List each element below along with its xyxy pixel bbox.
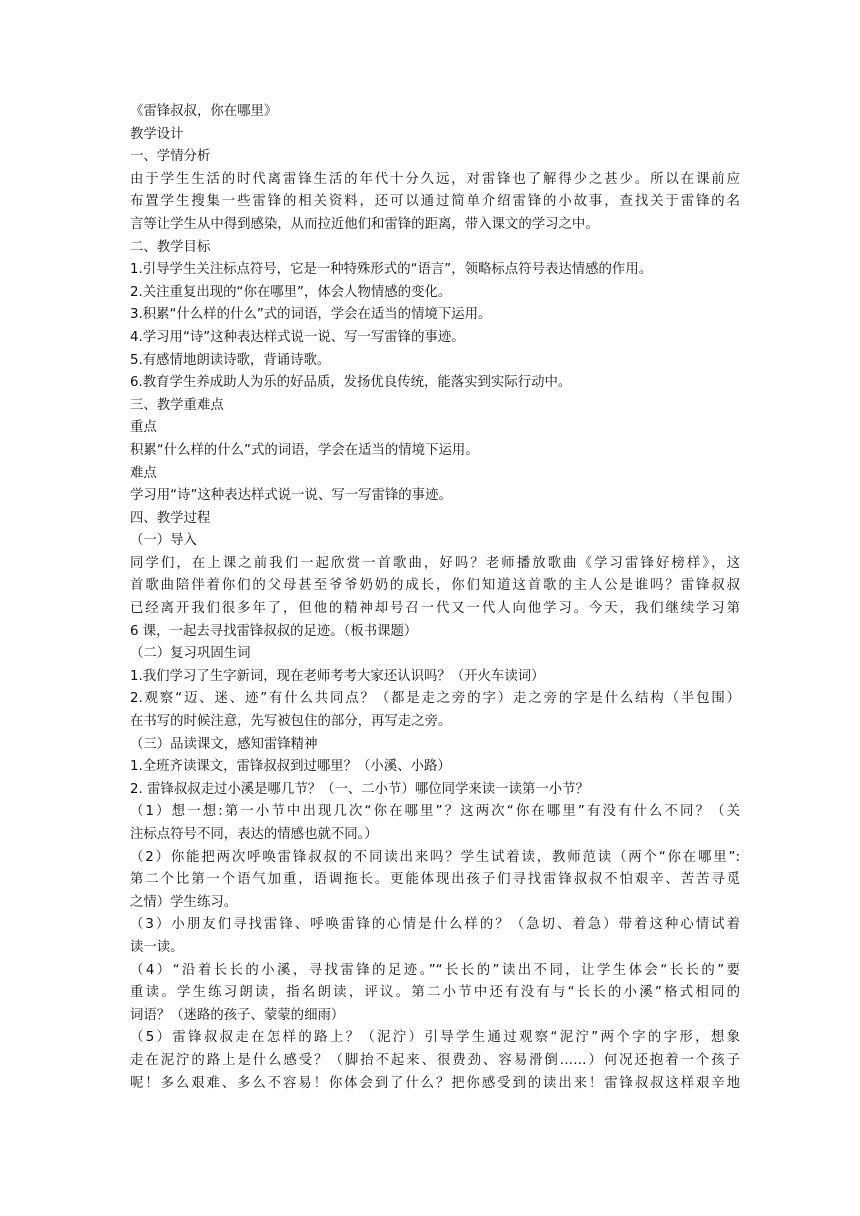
- paragraph-line: 注标点符号不同，表达的情感也就不同。）: [130, 827, 378, 842]
- subheading: （一）导入: [130, 533, 197, 549]
- paragraph-line: 6 课，一起去寻找雷锋叔叔的足迹。（板书课题）: [130, 623, 418, 639]
- list-item: 1.我们学习了生字新词，现在老师考考大家还认识吗？（开火车读词）: [130, 668, 545, 684]
- list-item: 1.全班齐读课文，雷锋叔叔到过哪里？（小溪、小路）: [130, 759, 451, 775]
- paragraph-line: 之情）学生练习。: [130, 894, 238, 910]
- paragraph-line: 首歌曲陪伴着你们的父母甚至爷爷奶奶的成长，你们知道这首歌的主人公是谁吗？雷锋叔叔: [130, 578, 740, 594]
- paragraph-line: 同学们，在上课之前我们一起欣赏一首歌曲，好吗？老师播放歌曲《学习雷锋好榜样》，这: [130, 555, 740, 571]
- paragraph-line: （4）“沿着长长的小溪，寻找雷锋的足迹。”“长长的”读出不同，让学生体会“长长的”要: [130, 962, 740, 978]
- paragraph-line: 重读。学生练习朗读，指名朗读，评议。第二小节中还有没有与“长长的小溪”格式相同的: [130, 985, 740, 1001]
- subheading: （二）复习巩固生词: [130, 646, 251, 662]
- section-heading: 一、学情分析: [130, 149, 211, 165]
- list-item: 2.观察“迈、迷、迹”有什么共同点？（都是走之旁的字）走之旁的字是什么结构（半包围）: [130, 691, 740, 707]
- paragraph-line: 言等让学生从中得到感染，从而拉近他们和雷锋的距离，带入课文的学习之中。: [130, 216, 599, 232]
- list-item: 3.积累“什么样的什么”式的词语，学会在适当的情境下运用。: [130, 307, 492, 323]
- paragraph-line: 读一读。: [130, 939, 184, 955]
- section-heading: 四、教学过程: [130, 510, 211, 526]
- subheading: 难点: [130, 465, 157, 481]
- list-item: 2.关注重复出现的“你在哪里”，体会人物情感的变化。: [130, 284, 452, 300]
- paragraph-line: 在书写的时候注意，先写被包住的部分，再写走之旁。: [130, 714, 452, 730]
- list-item: 4.学习用“诗”这种表达样式说一说、写一写雷锋的事迹。: [130, 329, 465, 345]
- paragraph-line: （2）你能把两次呼唤雷锋叔叔的不同读出来吗？学生试着读，教师范读（两个“你在哪里”:: [130, 849, 740, 865]
- list-item: 5.有感情地朗读诗歌，背诵诗歌。: [130, 352, 331, 368]
- paragraph-line: 由于学生生活的时代离雷锋生活的年代十分久远，对雷锋也了解得少之甚少。所以在课前应: [130, 171, 740, 187]
- subheading: 重点: [130, 420, 157, 436]
- paragraph-line: 词语？（迷路的孩子、蒙蒙的细雨）: [130, 1007, 345, 1023]
- paragraph-line: 已经离开我们很多年了，但他的精神却号召一代又一代人向他学习。今天，我们继续学习第: [130, 601, 740, 617]
- paragraph-line: （3）小朋友们寻找雷锋、呼唤雷锋的心情是什么样的？（急切、着急）带着这种心情试着: [130, 917, 740, 933]
- section-heading: 二、教学目标: [130, 239, 211, 255]
- paragraph-line: 积累“什么样的什么”式的词语，学会在适当的情境下运用。: [130, 442, 479, 458]
- paragraph-line: 布置学生搜集一些雷锋的相关资料，还可以通过简单介绍雷锋的小故事，查找关于雷锋的名: [130, 194, 740, 210]
- paragraph-line: 第二个比第一个语气加重，语调拖长。更能体现出孩子们寻找雷锋叔叔不怕艰辛、苦苦寻觅: [130, 872, 740, 888]
- list-item: 1.引导学生关注标点符号，它是一种特殊形式的“语言”，领略标点符号表达情感的作用。: [130, 262, 653, 278]
- section-heading: 三、教学重难点: [130, 397, 224, 413]
- paragraph-line: 呢！多么艰难、多么不容易！你体会到了什么？把你感受到的读出来！雷锋叔叔这样艰辛地: [130, 1075, 740, 1091]
- document-subtitle: 教学设计: [130, 126, 184, 142]
- list-item: 2. 雷锋叔叔走过小溪是哪几节？（一、二小节）哪位同学来读一读第一小节？: [130, 781, 589, 797]
- paragraph-line: （1）想一想:第一小节中出现几次“你在哪里”？这两次“你在哪里”有没有什么不同？（关: [130, 804, 740, 820]
- document-title: 《雷锋叔叔，你在哪里》: [130, 104, 278, 119]
- paragraph-line: 学习用“诗”这种表达样式说一说、写一写雷锋的事迹。: [130, 488, 452, 504]
- paragraph-line: 走在泥泞的路上是什么感受？（脚抬不起来、很费劲、容易滑倒……）何况还抱着一个孩子: [130, 1052, 740, 1068]
- subheading: （三）品读课文，感知雷锋精神: [130, 736, 318, 752]
- paragraph-line: （5）雷锋叔叔走在怎样的路上？（泥泞）引导学生通过观察“泥泞”两个字的字形，想象: [130, 1030, 740, 1046]
- document-body: [130, 101, 740, 1095]
- list-item: 6.教育学生养成助人为乐的好品质，发扬优良传统，能落实到实际行动中。: [130, 375, 572, 391]
